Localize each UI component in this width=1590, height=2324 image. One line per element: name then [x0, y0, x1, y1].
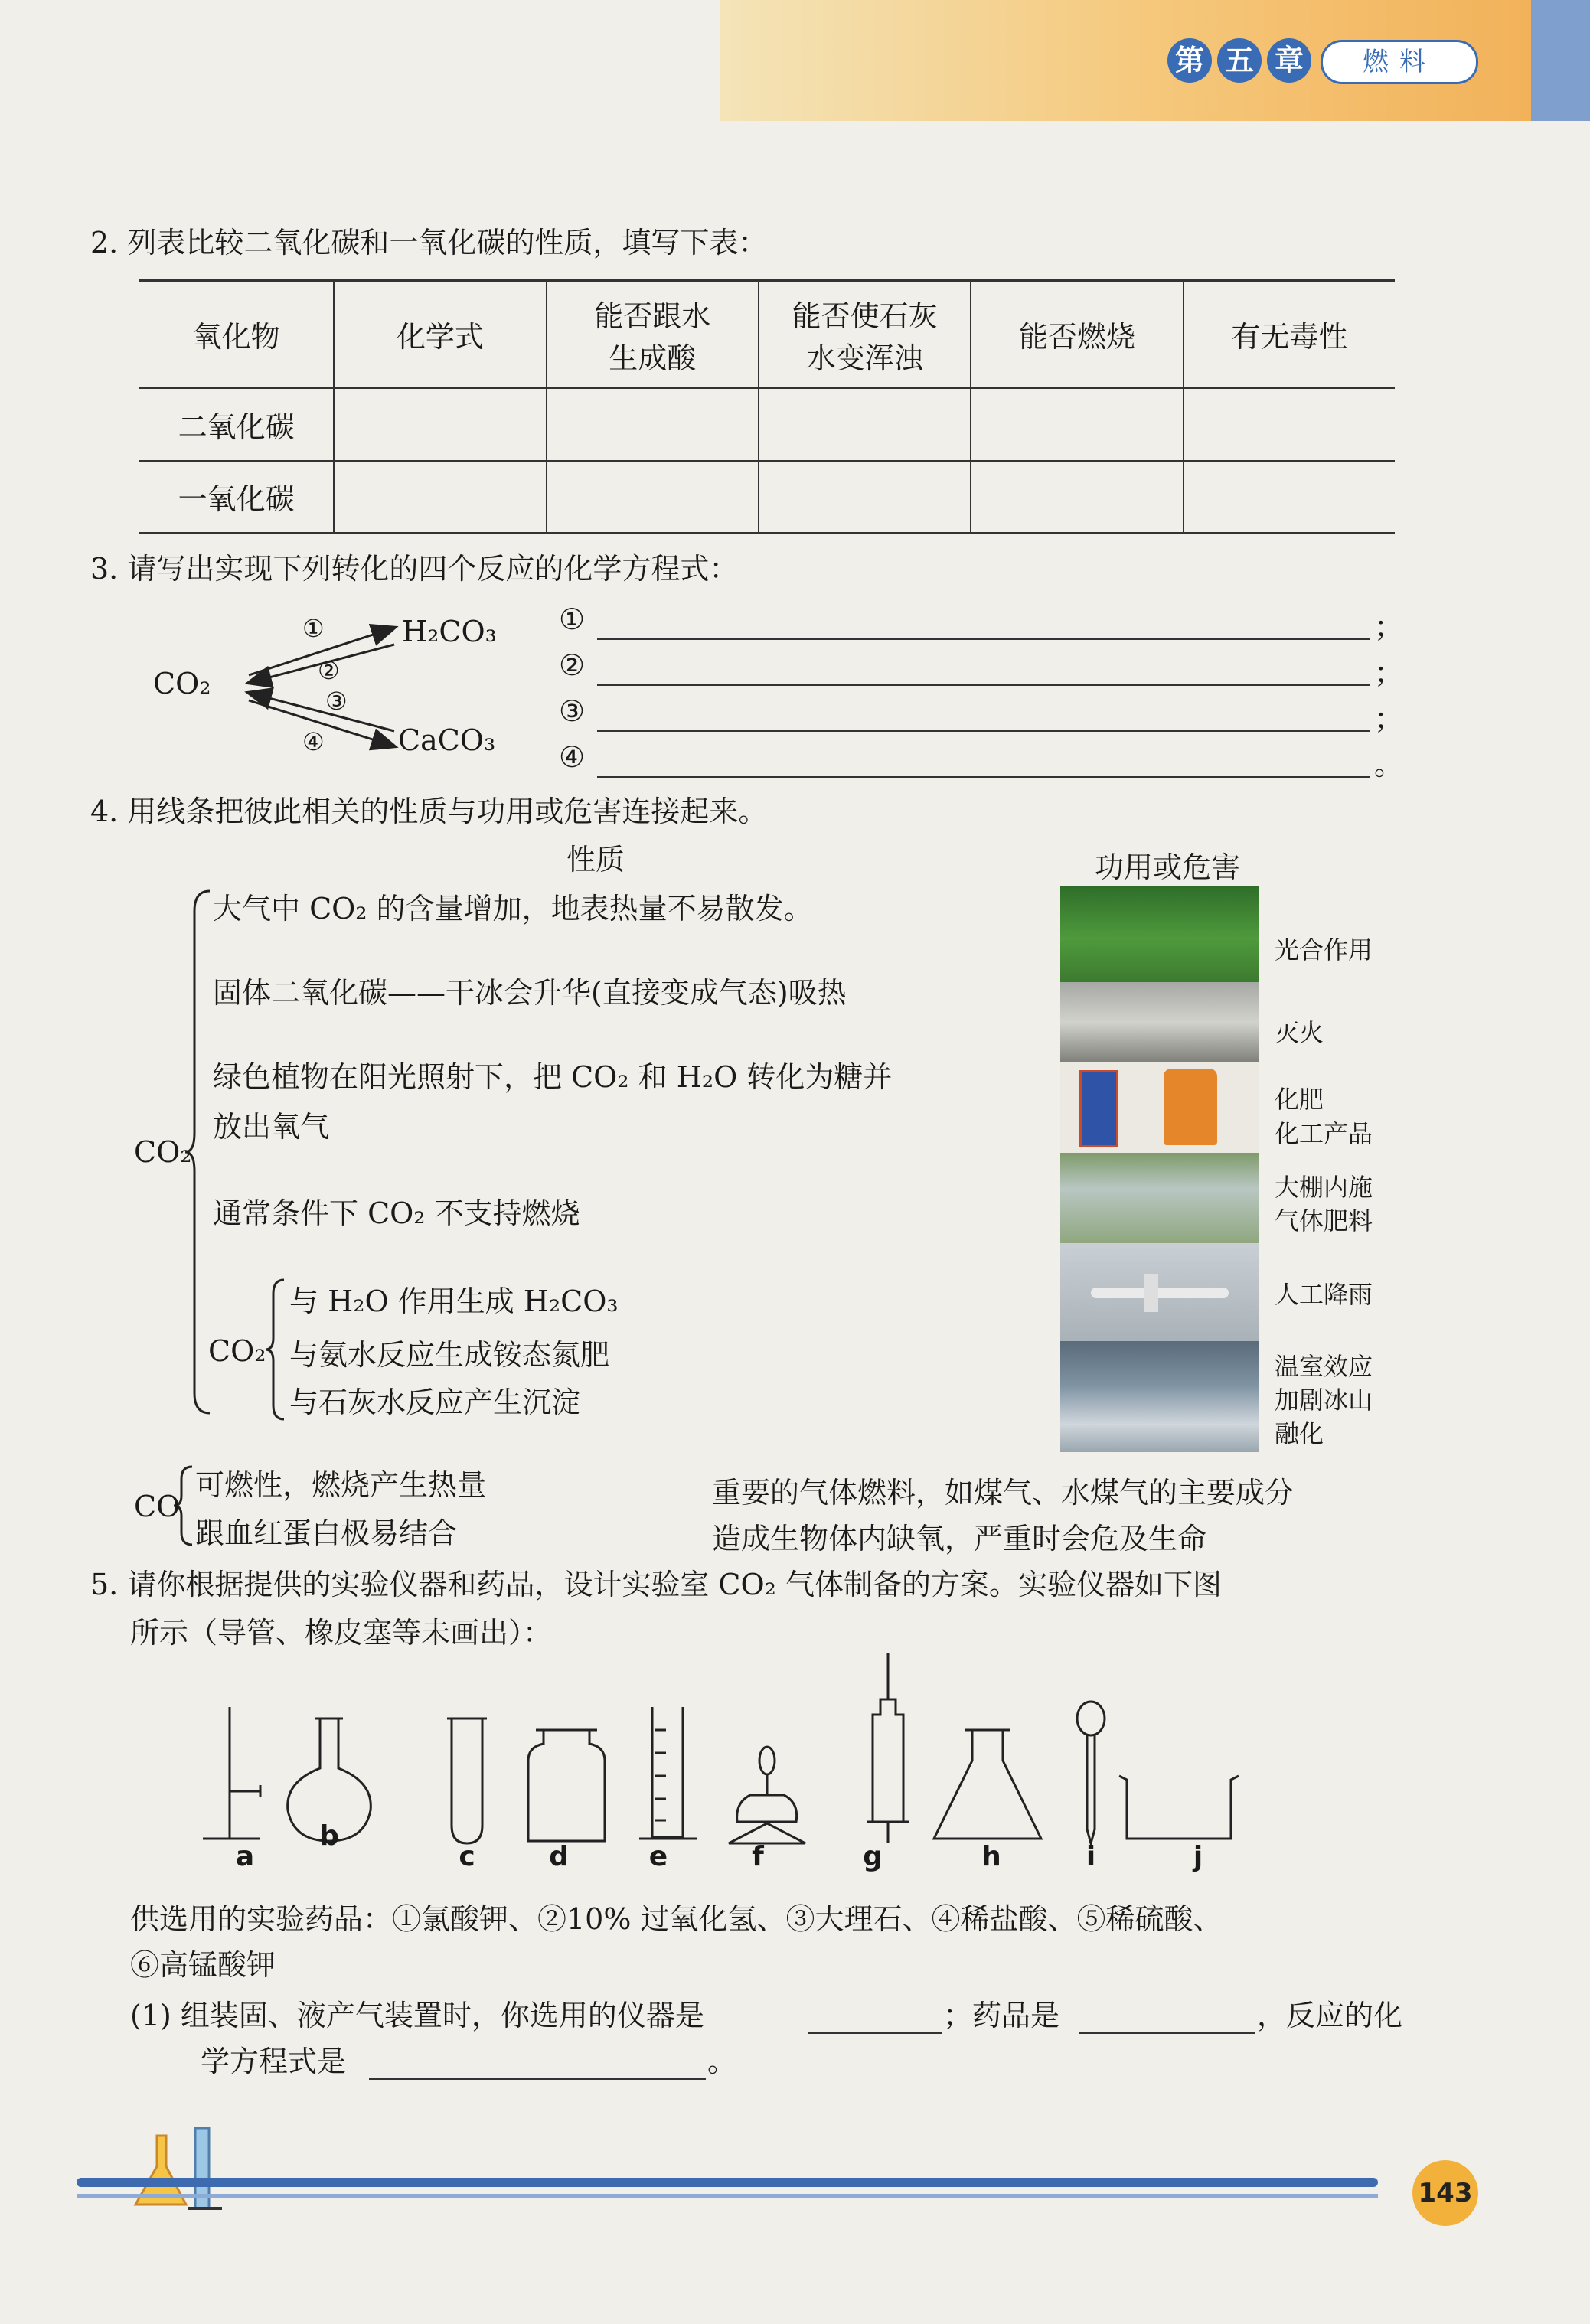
page-number: 143	[1412, 2160, 1478, 2226]
answer-line-4[interactable]	[597, 776, 1370, 778]
answer-end-1: ；	[1374, 610, 1404, 644]
answer-line-3[interactable]	[597, 730, 1370, 732]
answer-cell[interactable]	[1184, 388, 1395, 461]
chapter-char-1: 第	[1167, 38, 1212, 83]
diagram-center-co2: CO₂	[153, 667, 211, 700]
table-header-cell: 能否使石灰 水变浑浊	[759, 281, 971, 388]
use-label[interactable]: 人工降雨	[1275, 1280, 1373, 1309]
conical-flask-icon	[934, 1730, 1041, 1839]
use-label[interactable]: 光合作用	[1275, 935, 1373, 965]
q5-line2: 所示（导管、橡皮塞等未画出）：	[130, 1616, 553, 1650]
co2-property[interactable]: 通常条件下 CO₂ 不支持燃烧	[213, 1196, 580, 1230]
answer-cell[interactable]	[1184, 461, 1395, 534]
equation-answer-blank[interactable]	[369, 2078, 706, 2080]
arrow-label-1: ①	[302, 614, 325, 643]
answer-end-3: ；	[1374, 702, 1404, 736]
co2-sub-property[interactable]: 与氨水反应生成铵态氮肥	[289, 1338, 610, 1372]
apparatus-label-a: a	[235, 1841, 255, 1872]
answer-cell[interactable]	[759, 461, 971, 534]
apparatus-label-f: f	[752, 1841, 764, 1872]
sub1-text-4: 学方程式是	[201, 2045, 347, 2078]
use-label[interactable]: 灭火	[1275, 1018, 1324, 1047]
apparatus-label-d: d	[549, 1841, 569, 1872]
row-label: 二氧化碳	[139, 388, 334, 461]
answer-mark-2: ②	[559, 648, 586, 682]
photo-forest	[1060, 886, 1259, 982]
use-label[interactable]: 融化	[1275, 1419, 1324, 1448]
photo-greenhouse	[1060, 1153, 1259, 1243]
test-tube-icon	[447, 1719, 487, 1843]
co2-property[interactable]: 大气中 CO₂ 的含量增加，地表热量不易散发。	[213, 892, 813, 925]
co2-sub-brace	[264, 1277, 287, 1422]
iron-stand-icon	[203, 1707, 260, 1839]
apparatus-label-b: b	[319, 1820, 339, 1852]
co-property[interactable]: 跟血红蛋白极易结合	[195, 1516, 458, 1550]
apparatus-label-i: i	[1086, 1841, 1096, 1872]
apparatus-label-e: e	[648, 1841, 668, 1872]
answer-mark-1: ①	[559, 602, 586, 636]
arrow-label-4: ④	[302, 727, 325, 756]
use-label[interactable]: 加剧冰山	[1275, 1386, 1373, 1415]
gas-bottle-icon	[528, 1730, 605, 1841]
answer-cell[interactable]	[547, 388, 759, 461]
apparatus-drawing	[199, 1646, 1271, 1852]
apparatus-label-j: j	[1193, 1841, 1203, 1872]
header-edge	[1531, 0, 1590, 121]
co2-sub-property[interactable]: 与石灰水反应产生沉淀	[289, 1386, 581, 1419]
reagents-line1: 供选用的实验药品：①氯酸钾、②10% 过氧化氢、③大理石、④稀盐酸、⑤稀硫酸、	[130, 1902, 1223, 1936]
use-label[interactable]: 化工产品	[1275, 1119, 1373, 1148]
diagram-h2co3: H₂CO₃	[402, 615, 497, 648]
use-label[interactable]: 温室效应	[1275, 1352, 1373, 1381]
sub1-text-1: (1) 组装固、液产气装置时，你选用的仪器是	[130, 1999, 704, 2032]
answer-cell[interactable]	[759, 388, 971, 461]
co-use[interactable]: 造成生物体内缺氧，严重时会危及生命	[712, 1522, 1207, 1555]
answer-mark-4: ④	[559, 740, 586, 774]
beaker-icon	[1119, 1776, 1239, 1839]
apparatus-label-g: g	[863, 1841, 883, 1872]
dropper-icon	[1077, 1702, 1105, 1843]
answer-cell[interactable]	[971, 388, 1183, 461]
answer-cell[interactable]	[334, 388, 546, 461]
comparison-table	[139, 279, 1395, 534]
footer-line	[77, 2178, 1378, 2187]
q3-prompt: 3. 请写出实现下列转化的四个反应的化学方程式：	[90, 552, 739, 586]
apparatus-answer-blank[interactable]	[808, 2032, 942, 2034]
apparatus-label-h: h	[981, 1841, 1001, 1872]
photo-fertilizer	[1060, 1062, 1259, 1153]
table-row	[139, 461, 1395, 534]
table-row	[139, 388, 1395, 461]
graduated-cylinder-icon	[639, 1707, 697, 1839]
apparatus-label-c: c	[459, 1841, 475, 1872]
co2-property[interactable]: 固体二氧化碳——干冰会升华(直接变成气态)吸热	[213, 976, 847, 1010]
arrow-label-2: ②	[318, 656, 340, 685]
q2-prompt: 2. 列表比较二氧化碳和一氧化碳的性质，填写下表：	[90, 226, 768, 259]
photo-airplane	[1060, 1243, 1259, 1341]
lab-flask-icon	[126, 2113, 233, 2220]
answer-mark-3: ③	[559, 694, 586, 728]
co2-sub-label: CO₂	[208, 1334, 266, 1368]
answer-cell[interactable]	[971, 461, 1183, 534]
footer-line-thin	[77, 2194, 1378, 2198]
chapter-topic: 燃料	[1321, 40, 1478, 84]
co-use[interactable]: 重要的气体燃料，如煤气、水煤气的主要成分	[712, 1476, 1295, 1510]
table-header-cell: 氧化物	[139, 281, 334, 388]
answer-end-2: ；	[1374, 656, 1404, 690]
chapter-char-3: 章	[1267, 38, 1311, 83]
sub1-end: 。	[707, 2045, 737, 2078]
co-property[interactable]: 可燃性，燃烧产生热量	[195, 1468, 487, 1502]
answer-line-2[interactable]	[597, 684, 1370, 686]
co2-property[interactable]: 放出氧气	[213, 1110, 330, 1144]
alcohol-lamp-icon	[729, 1747, 805, 1843]
sub1-text-3: ，反应的化	[1257, 1999, 1403, 2032]
co2-property[interactable]: 绿色植物在阳光照射下，把 CO₂ 和 H₂O 转化为糖并	[213, 1060, 893, 1094]
photo-fire-extinguishing	[1060, 982, 1259, 1062]
use-label[interactable]: 气体肥料	[1275, 1206, 1373, 1235]
answer-line-1[interactable]	[597, 638, 1370, 640]
col-header-use: 功用或危害	[1095, 850, 1241, 884]
table-header-cell: 有无毒性	[1184, 281, 1395, 388]
q4-prompt: 4. 用线条把彼此相关的性质与功用或危害连接起来。	[90, 795, 768, 828]
chapter-char-2: 五	[1217, 38, 1262, 83]
co2-sub-property[interactable]: 与 H₂O 作用生成 H₂CO₃	[289, 1284, 619, 1318]
q5-line1: 5. 请你根据提供的实验仪器和药品，设计实验室 CO₂ 气体制备的方案。实验仪器如下图	[90, 1568, 1222, 1601]
co2-label: CO₂	[134, 1135, 192, 1169]
photo-glacier	[1060, 1341, 1259, 1452]
sub1-text-2: ；药品是	[943, 1999, 1060, 2032]
arrow-label-3: ③	[325, 687, 348, 716]
row-label: 一氧化碳	[139, 461, 334, 534]
table-header-cell: 能否跟水 生成酸	[547, 281, 759, 388]
answer-cell[interactable]	[547, 461, 759, 534]
table-header-cell: 化学式	[334, 281, 546, 388]
reagents-line2: ⑥高锰酸钾	[130, 1948, 276, 1982]
answer-end-4: 。	[1374, 748, 1404, 782]
diagram-caco3: CaCO₃	[398, 723, 496, 757]
co-label: CO	[134, 1490, 181, 1523]
use-label[interactable]: 大棚内施	[1275, 1173, 1373, 1202]
col-header-property: 性质	[566, 843, 625, 876]
answer-cell[interactable]	[334, 461, 546, 534]
use-label[interactable]: 化肥	[1275, 1085, 1324, 1114]
table-header-cell: 能否燃烧	[971, 281, 1183, 388]
syringe-icon	[867, 1653, 909, 1843]
table-header-row	[139, 281, 1395, 388]
reagent-answer-blank[interactable]	[1079, 2032, 1255, 2034]
